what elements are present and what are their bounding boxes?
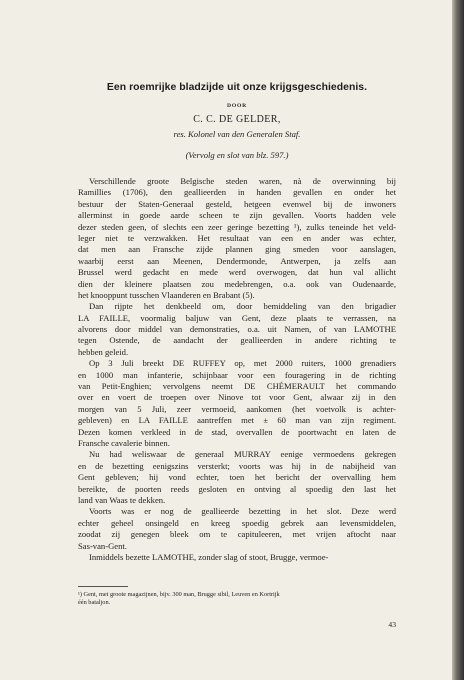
author-rank: res. Kolonel van den Generalen Staf. [173,129,301,139]
body-line: echter geheel onsingeld en kreeg spoedig gebrek aan levensmiddelen, [78,517,396,528]
body-line: Dan rijpte het denkbeeld om, door bemiddeling van den brigadier [89,301,396,312]
body-line: allerminst in goede aarde scheen te zijn gevallen. Voorts hadden vele [78,210,396,221]
body-line: Fransche cavalerie binnen. [78,437,170,448]
body-line: het knooppunt tusschen Vlaanderen en Brabant (5). [78,289,255,300]
byline-label: DOOR [227,103,247,109]
body-line: zoodat zij genegen bleek om te capituleeren, met vrijen aftocht naar [78,529,396,540]
body-line: bestuur der Staten-Generaal gesteld, hetgeen evenwel bij de inwoners [78,198,396,209]
article-body [78,176,396,563]
body-line: LA FAILLE, voormalig baljuw van Gent, deze plaats te verrassen, na [78,312,396,323]
body-line: dat men aan Fransche zijde plannen ging smeden voor aanslagen, [78,244,396,255]
body-line: bereikte, de poorten reeds gesloten en ontving al spoedig den last het [78,483,396,494]
body-line: Nu had weliswaar de generaal MURRAY eenige vermoedens gekregen [89,449,396,460]
body-line: tegen Ostende, de aandacht der geallieerden in andere richting te [78,335,396,346]
body-line: Gent gebleven; hij vond echter, toen het bericht der overvalling hem [78,472,396,483]
body-line: van Petit-Enghien; vervolgens neemt DE CHÉMERAULT het commando [78,381,396,392]
body-line: gebleven) en LA FAILLE aantreffen met ± 60 man van zijn regiment. [78,415,396,426]
body-line: leger niet te verzwakken. Het resultaat van een en ander was echter, [78,232,396,243]
body-line: over en voert de troepen over Ninove tot voor Gent, alwaar zij in den [78,392,396,403]
footnote-line: ¹) Gent, met groote magazijnen, bijv. 300 man, Brugge sibil, Leuven en Kortrijk [78,591,280,598]
body-line: Op 3 Juli breekt DE RUFFEY op, met 2000 ruiters, 1000 grenadiers [89,358,396,369]
page-number: 43 [388,620,396,629]
body-line: Verschillende groote Belgische steden waren, nà de overwinning bij [89,176,396,186]
footnote-rule [78,586,128,587]
body-line: land van Waas te dekken. [78,494,166,505]
body-line: morgen van 5 Juli, zeer vermoeid, aankomen (het voetvolk is achter- [78,403,396,414]
body-line: Brussel werd gedacht en mede werd overwogen, dat hun val allicht [78,267,396,278]
body-line: hebben geleid. [78,346,129,357]
body-line: alvorens door middel van demonstraties, o.a. uit Namen, of van LAMOTHE [78,324,396,335]
footnote-line: één bataljon. [78,599,111,607]
article-title: Een roemrijke bladzijde uit onze krijgsgeschiedenis. [106,82,368,93]
body-line: waarbij eerst aan Meenen, Dendermonde, Antwerpen, ja zelfs aan [78,255,396,266]
book-spine-edge [452,0,464,680]
body-line: Voorts was er nog de geallieerde bezetting in het slot. Deze werd [89,506,396,517]
body-line: dien der kleinere plaatsen zou medebrengen, o.a. ook van Oudenaarde, [78,278,396,289]
footnote [78,591,396,607]
continuation-note: (Vervolg en slot van blz. 597.) [185,150,289,160]
body-line: en de bezetting eenigszins versterkt; voorts was hij in de nabijheid van [78,460,396,471]
body-line: Sas-van-Gent. [78,540,127,551]
author-name: C. C. DE GELDER, [193,114,281,125]
body-line: en 1000 man infanterie, schijnbaar voor een fouragering in de richting [78,369,396,380]
body-line: Dezen komen verkleed in de stad, overvallen de poortwacht en laten de [78,426,396,437]
body-line: Inmiddels bezette LAMOTHE, zonder slag of stoot, Brugge, vermoe- [89,551,329,562]
body-line: Ramillies (1706), den geallieerden in handen gevallen en onder het [78,187,396,198]
body-line: dezer steden geen, of slechts een zeer geringe bezetting ¹), zulks teneinde het veld- [78,221,396,232]
